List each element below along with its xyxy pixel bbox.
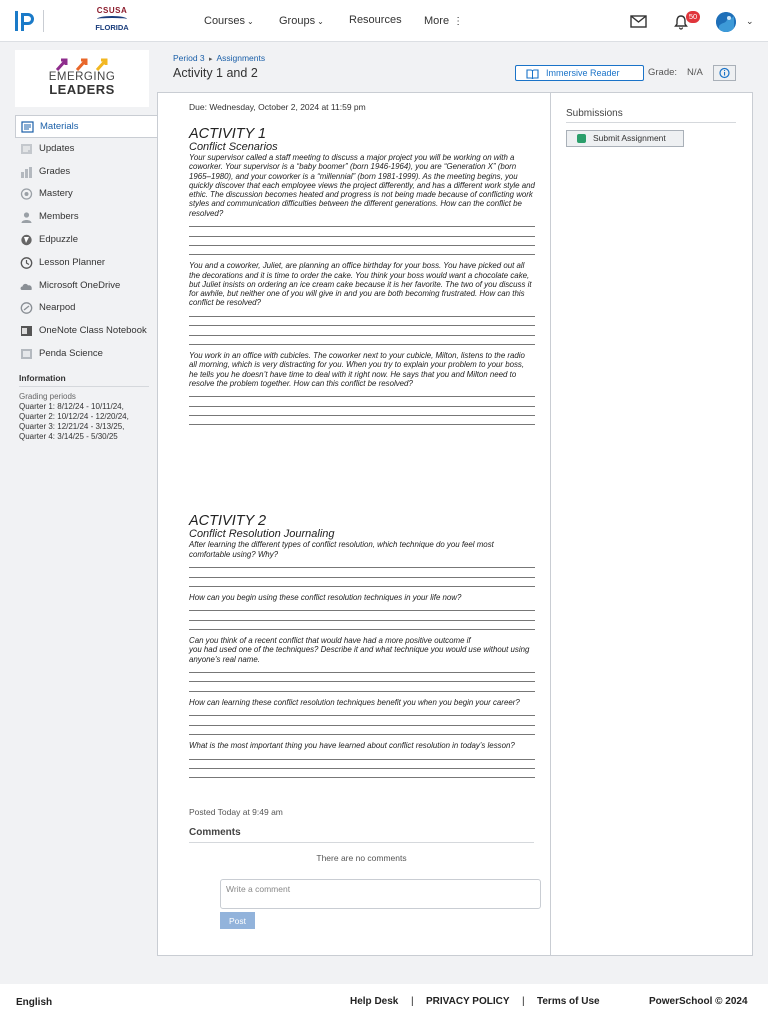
activity2-subtitle: Conflict Resolution Journaling: [189, 528, 335, 541]
activity2-title: ACTIVITY 2: [189, 513, 267, 530]
breadcrumb-assignments[interactable]: Assignments: [216, 53, 266, 63]
question-5: What is the most important thing you have learned about conflict resolution in today’s lesson?: [189, 740, 515, 750]
sidebar-item-lesson-planner[interactable]: [15, 252, 157, 275]
sidebar-menu: [15, 115, 157, 366]
updates-icon: [20, 143, 33, 155]
scenario-1: Your supervisor called a staff meeting to discuss a major project you will be working on with a coworker. Your supervisor is a “baby boomer” (born 1946-1964), you are “Generation X” (born 1965–1980), and your coworker is a “millennial” (born 1981-1999). As the meeting begins, you quickly discover that each employee views the project differently, and has a different work style and ethic. The discussion becomes heated and progress is not being made because of conflicting work styles and communication difficulties between the different generations. How can the conflict be resolved?: [189, 153, 535, 218]
breadcrumb-period[interactable]: Period 3: [173, 53, 205, 63]
arrow-icon: [74, 56, 90, 72]
answer-line: [189, 577, 535, 578]
sidebar-item-label: Materials: [40, 121, 79, 132]
submit-assignment-button[interactable]: [566, 130, 684, 147]
scenario-2: You and a coworker, Juliet, are planning an office birthday for your boss. You have picked out all the decorations and it is time to order the cake. You think your boss would want a chocolate cake, but Juliet insists on ordering an ice cream cake because it is her favorite. The two of you discuss it for awhile, but neither one of you will give in and you are both becoming frustrated. How can this conflict be resolved?: [189, 261, 532, 308]
info-icon: [714, 66, 735, 80]
answer-line: [189, 725, 535, 726]
answer-line: [189, 610, 535, 611]
sidebar-item-label: Penda Science: [39, 347, 103, 359]
sidebar-item-materials[interactable]: [15, 115, 157, 138]
grading-periods-text: Quarter 1: 8/12/24 - 10/11/24, Quarter 2: 10/12/24 - 12/20/24, Quarter 3: 12/21/24 - 3/13/25, Quarter 4: 3/14/25 - 5/30/25: [19, 402, 129, 441]
nav-more[interactable]: [424, 15, 463, 27]
mail-icon[interactable]: [630, 15, 647, 28]
answer-line: [189, 681, 535, 682]
assignment-document: [189, 126, 535, 778]
due-date: Due: Wednesday, October 2, 2024 at 11:59 pm: [189, 102, 366, 112]
nav-courses[interactable]: [204, 15, 254, 27]
submit-assignment-label: Submit Assignment: [593, 133, 666, 143]
sidebar-item-onenote[interactable]: [15, 320, 157, 343]
arrow-icon: [54, 56, 70, 72]
answer-line: [189, 325, 535, 326]
copyright: PowerSchool © 2024: [649, 996, 748, 1007]
answer-line: [189, 406, 535, 407]
immersive-reader-icon: [526, 68, 539, 79]
sidebar-item-label: Edpuzzle: [39, 233, 79, 245]
sidebar-item-grades[interactable]: [15, 161, 157, 184]
panel-divider: [550, 92, 551, 956]
post-comment-button[interactable]: Post: [220, 912, 255, 929]
lesson-planner-icon: [20, 257, 33, 269]
question-4: How can learning these conflict resolution techniques benefit you when you begin your career?: [189, 697, 520, 707]
answer-line: [189, 567, 535, 568]
sidebar-item-label: Microsoft OneDrive: [39, 279, 121, 291]
sidebar-item-label: Lesson Planner: [39, 256, 106, 268]
sidebar-item-label: Members: [39, 211, 79, 223]
terms-of-use-link[interactable]: Terms of Use: [537, 996, 600, 1007]
course-logo: [15, 50, 149, 107]
comments-divider: [189, 842, 534, 843]
logo-separator: [43, 10, 44, 32]
onedrive-icon: [20, 280, 33, 292]
question-3b: you had used one of the techniques? Describe it and what technique you would use without using anyone’s real name.: [189, 645, 530, 664]
chevron-down-icon: ⌄: [317, 17, 324, 26]
sidebar-item-edpuzzle[interactable]: [15, 229, 157, 252]
grade-info-button[interactable]: [713, 65, 736, 81]
avatar-image: [716, 12, 736, 32]
privacy-policy-link[interactable]: PRIVACY POLICY: [426, 996, 510, 1007]
comment-input[interactable]: [220, 879, 541, 909]
sidebar-item-onedrive[interactable]: [15, 275, 157, 298]
school-logo[interactable]: [90, 6, 134, 38]
grading-periods-label: Grading periods: [19, 392, 76, 401]
sidebar-item-label: Mastery: [39, 188, 73, 200]
answer-line: [189, 245, 535, 246]
sidebar-item-penda-science[interactable]: [15, 343, 157, 366]
submissions-divider: [566, 122, 736, 123]
sidebar-item-label: Nearpod: [39, 302, 76, 314]
answer-line: [189, 768, 535, 769]
answer-line: [189, 759, 535, 760]
sidebar-item-updates[interactable]: [15, 138, 157, 161]
answer-line: [189, 335, 535, 336]
nav-resources[interactable]: Resources: [349, 14, 402, 26]
activity1-subtitle: Conflict Scenarios: [189, 141, 278, 153]
answer-line: [189, 672, 535, 673]
course-logo-line2: LEADERS: [49, 82, 115, 97]
nav-more-label: More: [424, 15, 450, 27]
grade-value: N/A: [687, 67, 703, 78]
grade-label: Grade:: [648, 67, 678, 78]
answer-line: [189, 620, 535, 621]
materials-icon: [21, 121, 34, 133]
answer-line: [189, 226, 535, 227]
arrow-icon: [94, 56, 110, 72]
question-3a: Can you think of a recent conflict that would have had a more positive outcome if: [189, 635, 471, 645]
answer-line: [189, 715, 535, 716]
answer-line: [189, 777, 535, 778]
answer-line: [189, 316, 535, 317]
question-1: After learning the different types of conflict resolution, which technique do you feel most comfortable using? Why?: [189, 540, 494, 559]
powerschool-logo[interactable]: [14, 10, 36, 32]
nav-groups[interactable]: [279, 15, 324, 27]
information-heading: Information: [19, 373, 66, 383]
language-selector[interactable]: English: [16, 997, 53, 1008]
answer-line: [189, 236, 535, 237]
footer-separator: |: [522, 996, 525, 1007]
mastery-icon: [20, 188, 33, 200]
chevron-down-icon: ⌄: [246, 17, 254, 26]
course-logo-arrows: [15, 56, 149, 72]
no-comments-text: There are no comments: [316, 853, 407, 863]
sidebar-item-label: Grades: [39, 165, 71, 177]
information-divider: [19, 386, 149, 387]
comments-heading: Comments: [189, 827, 241, 838]
immersive-reader-button[interactable]: [515, 65, 644, 81]
sidebar-item-label: OneNote Class Notebook: [39, 325, 147, 337]
footer-separator: |: [411, 996, 414, 1007]
grades-icon: [20, 166, 33, 178]
members-icon: [20, 211, 33, 223]
page-title: Activity 1 and 2: [173, 66, 258, 80]
posted-timestamp: Posted Today at 9:49 am: [189, 807, 283, 817]
avatar[interactable]: [716, 12, 736, 32]
sidebar-item-members[interactable]: [15, 206, 157, 229]
sidebar-item-label: Updates: [39, 142, 75, 154]
answer-line: [189, 415, 535, 416]
more-dots-icon: ⋮: [453, 16, 464, 27]
course-logo-line1: EMERGING: [48, 71, 116, 83]
school-logo-top: CSUSA: [96, 6, 128, 15]
nav-courses-label: Courses: [204, 15, 245, 27]
breadcrumb-separator-icon: ▸: [209, 56, 213, 63]
sidebar-item-nearpod[interactable]: [15, 297, 157, 320]
question-2: How can you begin using these conflict resolution techniques in your life now?: [189, 592, 462, 602]
nav-groups-label: Groups: [279, 15, 316, 27]
immersive-reader-label: Immersive Reader: [546, 68, 620, 78]
chevron-down-icon[interactable]: ⌄: [746, 16, 754, 26]
school-logo-swoosh: [97, 16, 127, 22]
edpuzzle-icon: [20, 234, 33, 246]
answer-line: [189, 396, 535, 397]
activity1-title: ACTIVITY 1: [189, 126, 267, 142]
scenario-3: You work in an office with cubicles. The coworker next to your cubicle, Milton, listens to the radio all morning, which is very distracting for you. When you try to explain your problem to your boss, he tells you he doesn’t have time to deal with it right now. He says that you and Milton need to resolve the problem together. How can this conflict be resolved?: [189, 350, 525, 388]
help-desk-link[interactable]: Help Desk: [350, 996, 399, 1007]
nearpod-icon: [20, 302, 33, 314]
school-logo-bottom: FLORIDA: [95, 23, 129, 32]
onenote-icon: [20, 325, 33, 337]
top-navigation: [0, 0, 768, 42]
sidebar-item-mastery[interactable]: [15, 183, 157, 206]
submit-icon: [577, 134, 586, 143]
footer: [0, 984, 768, 1024]
breadcrumb: [173, 53, 265, 63]
submissions-heading: Submissions: [566, 108, 623, 119]
notification-count-badge: 50: [686, 11, 700, 23]
penda-science-icon: [20, 348, 33, 360]
